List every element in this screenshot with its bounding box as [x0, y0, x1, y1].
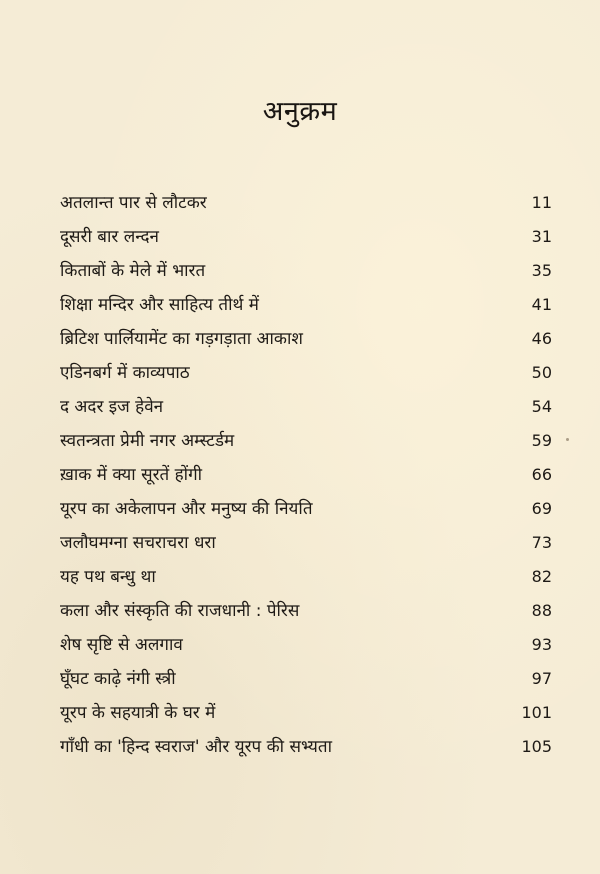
toc-entry-title: एडिनबर्ग में काव्यपाठ [60, 363, 190, 383]
toc-entry-page: 97 [531, 669, 552, 688]
toc-entry [60, 662, 552, 696]
toc-entry [60, 322, 552, 356]
toc-entry-title: गाँधी का 'हिन्द स्वराज' और यूरप की सभ्यता [60, 737, 332, 757]
page-title: अनुक्रम [262, 96, 338, 127]
toc-entry-title: जलौघमग्ना सचराचरा धरा [60, 533, 216, 553]
table-of-contents [60, 186, 552, 764]
toc-entry-page: 101 [521, 703, 552, 722]
toc-entry-title: शेष सृष्टि से अलगाव [60, 635, 183, 655]
toc-entry-page: 11 [531, 193, 552, 212]
toc-entry-page: 82 [531, 567, 552, 586]
toc-entry-title: अतलान्त पार से लौटकर [60, 193, 207, 213]
toc-entry [60, 424, 552, 458]
toc-entry-title: ब्रिटिश पार्लियामेंट का गड़गड़ाता आकाश [60, 329, 303, 349]
toc-entry [60, 220, 552, 254]
toc-entry-page: 41 [531, 295, 552, 314]
toc-entry-title: कला और संस्कृति की राजधानी : पेरिस [60, 601, 300, 621]
toc-entry [60, 288, 552, 322]
toc-entry [60, 186, 552, 220]
toc-entry-title: यूरप का अकेलापन और मनुष्य की नियति [60, 499, 313, 519]
toc-entry-title: द अदर इज हेवेन [60, 397, 164, 417]
toc-entry-page: 35 [531, 261, 552, 280]
toc-entry-page: 59 [531, 431, 552, 450]
toc-entry [60, 356, 552, 390]
toc-entry-page: 88 [531, 601, 552, 620]
toc-entry-title: ख़ाक में क्या सूरतें होंगी [60, 465, 203, 485]
toc-entry [60, 594, 552, 628]
toc-entry [60, 458, 552, 492]
toc-entry-page: 93 [531, 635, 552, 654]
toc-entry-title: दूसरी बार लन्दन [60, 227, 159, 247]
toc-entry-page: 54 [531, 397, 552, 416]
toc-entry [60, 492, 552, 526]
toc-entry [60, 526, 552, 560]
toc-entry-title: यूरप के सहयात्री के घर में [60, 703, 216, 723]
toc-entry [60, 628, 552, 662]
toc-entry-title: घूँघट काढ़े नंगी स्त्री [60, 669, 176, 689]
toc-entry [60, 730, 552, 764]
toc-entry-page: 50 [531, 363, 552, 382]
paper-speck [566, 438, 569, 441]
toc-entry-page: 73 [531, 533, 552, 552]
toc-entry-page: 69 [531, 499, 552, 518]
toc-entry-page: 66 [531, 465, 552, 484]
toc-entry-title: यह पथ बन्धु था [60, 567, 156, 587]
toc-entry-page: 31 [531, 227, 552, 246]
toc-entry-title: शिक्षा मन्दिर और साहित्य तीर्थ में [60, 295, 259, 315]
toc-entry [60, 254, 552, 288]
toc-entry-title: किताबों के मेले में भारत [60, 261, 206, 281]
toc-entry [60, 560, 552, 594]
toc-entry [60, 390, 552, 424]
toc-entry-page: 46 [531, 329, 552, 348]
toc-entry-page: 105 [521, 737, 552, 756]
toc-entry [60, 696, 552, 730]
toc-entry-title: स्वतन्त्रता प्रेमी नगर अम्स्टर्डम [60, 431, 235, 451]
